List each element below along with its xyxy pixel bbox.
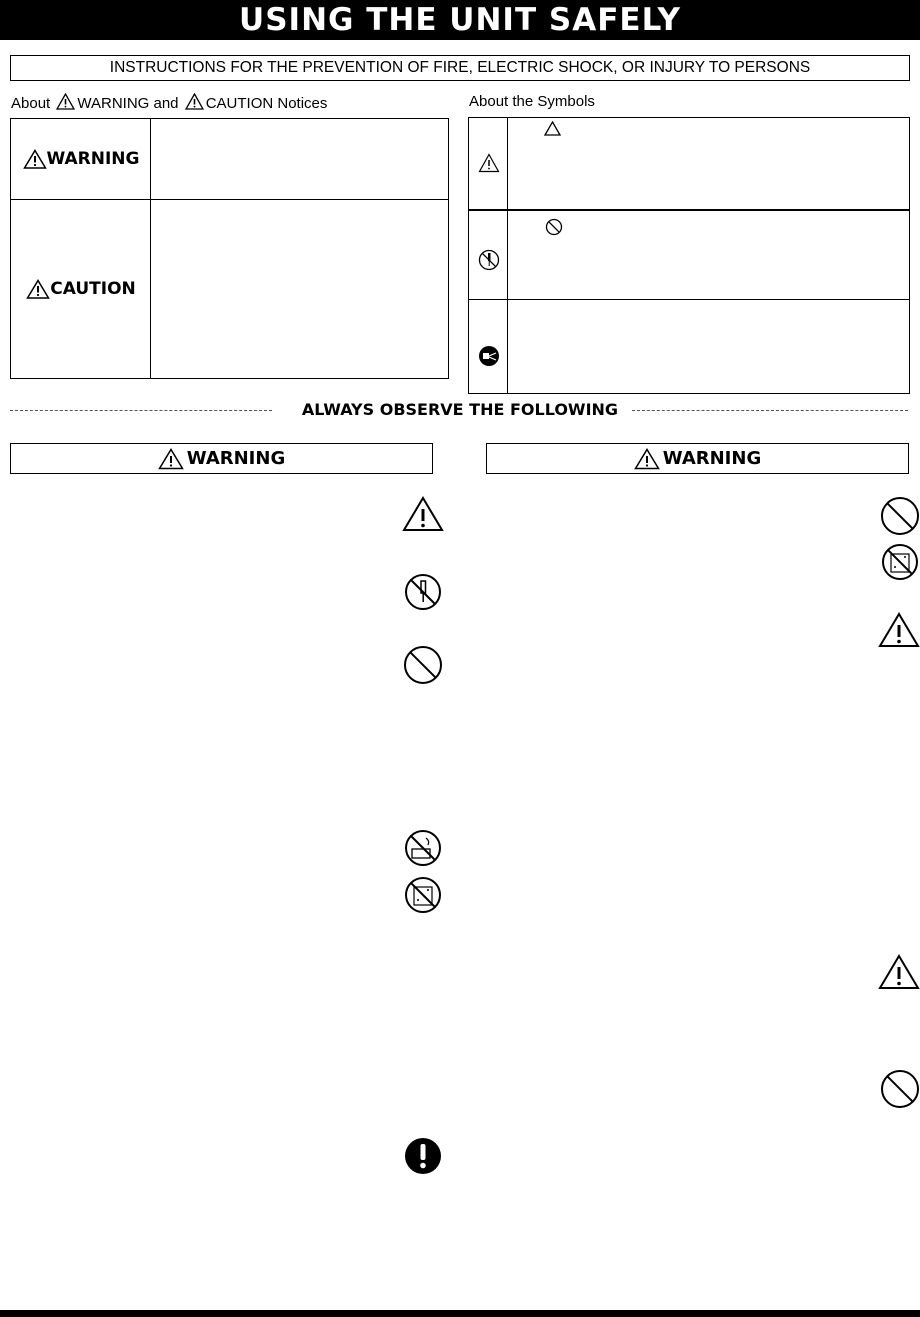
alert-triangle-icon — [402, 496, 444, 532]
left-warning-heading: WARNING — [10, 443, 433, 474]
page-title: USING THE UNIT SAFELY — [0, 0, 920, 40]
no-wet-location-icon — [404, 876, 442, 914]
no-wet-location-icon — [881, 543, 919, 581]
no-water-icon — [404, 829, 442, 867]
prohibited-icon — [880, 496, 920, 536]
warning-triangle-icon — [634, 448, 660, 470]
notice-table — [10, 118, 449, 379]
warning-triangle-icon — [23, 149, 47, 169]
alert-triangle-icon — [478, 153, 500, 173]
caution-label: CAUTION — [11, 200, 151, 378]
caution-triangle-icon — [185, 93, 204, 110]
unplug-icon — [478, 345, 500, 367]
prohibited-icon — [880, 1069, 920, 1109]
page-bottom-rule — [0, 1310, 920, 1317]
do-not-disassemble-icon — [478, 249, 500, 271]
do-not-disassemble-icon — [404, 573, 442, 611]
right-warning-heading: WARNING — [486, 443, 909, 474]
alert-triangle-icon — [878, 612, 920, 648]
instructions-subtitle: INSTRUCTIONS FOR THE PREVENTION OF FIRE, ELECTRIC SHOCK, OR INJURY TO PERSONS — [10, 55, 910, 81]
prohibited-symbol-icon — [545, 218, 563, 236]
warning-triangle-icon — [158, 448, 184, 470]
notices-header: About WARNING and CAUTION Notices — [11, 95, 328, 112]
mandatory-exclamation-icon — [404, 1137, 442, 1175]
prohibited-icon — [403, 645, 443, 685]
triangle-symbol-icon — [544, 121, 561, 136]
caution-triangle-icon — [26, 279, 50, 299]
section-divider: ALWAYS OBSERVE THE FOLLOWING — [0, 400, 920, 419]
warning-triangle-icon — [56, 93, 75, 110]
alert-triangle-icon — [878, 954, 920, 990]
symbols-header: About the Symbols — [469, 93, 595, 110]
warning-label: WARNING — [11, 119, 151, 199]
symbols-table — [468, 117, 910, 394]
